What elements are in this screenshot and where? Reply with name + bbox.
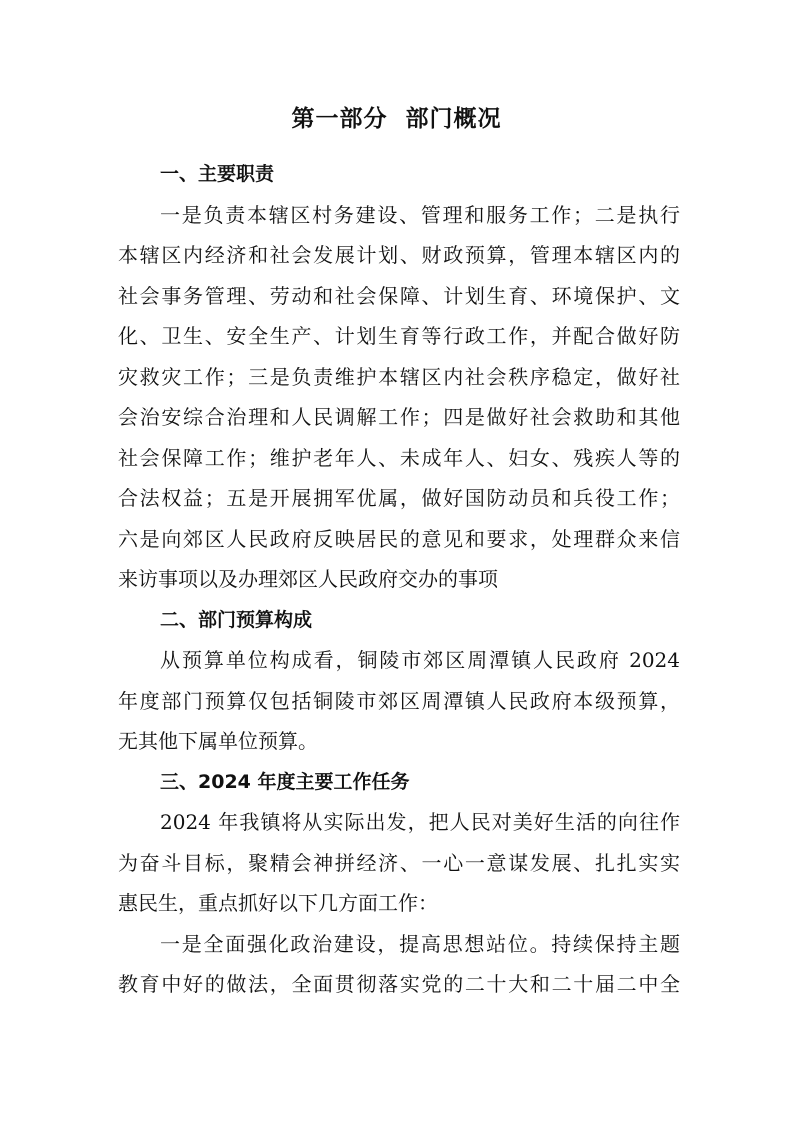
paragraph [118,924,680,1005]
paragraph-line: 无其他下属单位预算。 [118,729,318,753]
paragraph [118,640,680,762]
paragraph-line: 一是全面强化政治建设，提高思想站位。持续保持主题 [160,931,680,956]
paragraph [118,195,680,600]
paragraph-line: 一是负责本辖区村务建设、管理和服务工作；二是执行 [160,202,680,227]
paragraph-line: 合法权益；五是开展拥军优属，做好国防动员和兵役工作； [118,486,680,510]
paragraph-line: 年度部门预算仅包括铜陵市郊区周潭镇人民政府本级预算， [118,688,680,713]
paragraph-line: 为奋斗目标，聚精会神拼经济、一心一意谋发展、扎扎实实 [118,850,680,875]
paragraph-line: 会治安综合治理和人民调解工作；四是做好社会救助和其他 [118,405,680,429]
paragraph-line: 来访事项以及办理郊区人民政府交办的事项 [118,567,498,591]
paragraph [118,802,680,924]
paragraph-line: 六是向郊区人民政府反映居民的意见和要求，处理群众来信 [118,526,680,551]
section-heading: 一、主要职责 [160,163,275,185]
document-body [118,154,680,1005]
paragraph-line: 本辖区内经济和社会发展计划、财政预算，管理本辖区内的 [118,243,680,267]
paragraph-line: 从预算单位构成看，铜陵市郊区周潭镇人民政府 2024 [160,648,680,672]
page-title: 第一部分 部门概况 [291,106,502,132]
paragraph-line: 教育中好的做法，全面贯彻落实党的二十大和二十届二中全 [118,972,680,996]
paragraph-line: 2024 年我镇将从实际出发，把人民对美好生活的向往作 [160,810,680,834]
paragraph-line: 社会保障工作；维护老年人、未成年人、妇女、残疾人等的 [118,445,680,470]
paragraph-line: 化、卫生、安全生产、计划生育等行政工作，并配合做好防 [118,324,680,348]
section-heading: 三、2024 年度主要工作任务 [160,770,410,793]
paragraph-line: 社会事务管理、劳动和社会保障、计划生育、环境保护、文 [118,283,680,308]
section-heading: 二、部门预算构成 [160,608,313,631]
paragraph-line: 惠民生，重点抓好以下几方面工作： [118,891,438,915]
paragraph-line: 灾救灾工作；三是负责维护本辖区内社会秩序稳定，做好社 [118,364,680,389]
